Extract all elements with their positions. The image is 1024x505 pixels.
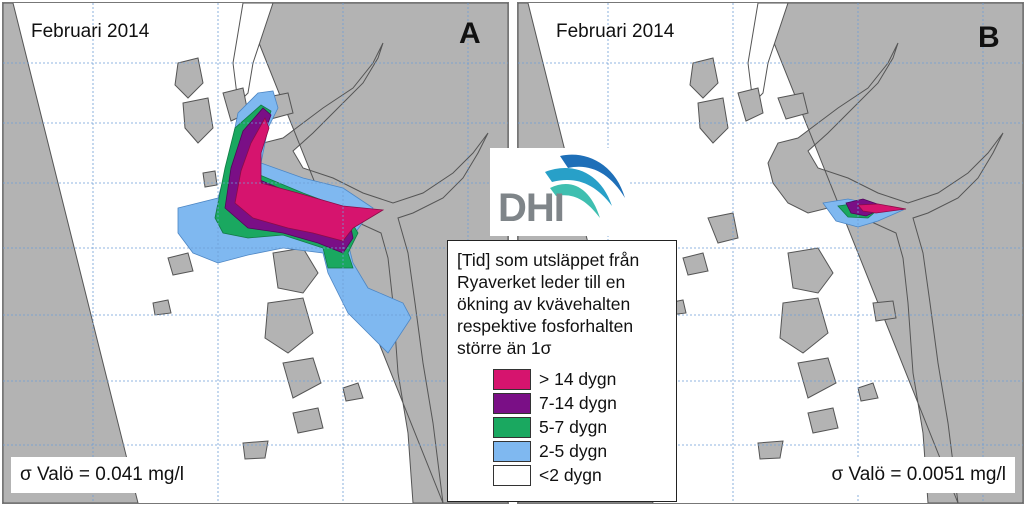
legend-item (493, 439, 667, 463)
legend-label: > 14 dygn (539, 369, 617, 389)
panel-a-sigma: σ Valö = 0.041 mg/l (11, 457, 193, 493)
legend-swatch (493, 417, 531, 438)
legend-title-line: större än 1σ (457, 338, 552, 358)
legend (447, 240, 677, 502)
dhi-logo (490, 148, 630, 236)
legend-title-line: respektive fosforhalten (457, 316, 634, 336)
map-a-svg (3, 3, 508, 503)
legend-title (457, 249, 667, 359)
legend-item (493, 367, 667, 391)
dhi-logo-text: DHI (498, 186, 564, 230)
land-west (3, 3, 138, 503)
legend-label: 7-14 dygn (539, 393, 617, 413)
legend-title-line: Ryaverket leder till en (457, 272, 626, 292)
legend-swatch (493, 465, 531, 486)
legend-title-line: ökning av kvävehalten (457, 294, 631, 314)
panel-a-date: Februari 2014 (31, 21, 150, 42)
map-panel-a (2, 2, 509, 504)
legend-item (493, 391, 667, 415)
legend-label: 5-7 dygn (539, 417, 608, 437)
panel-a-letter: A (459, 17, 481, 50)
panel-b-letter: B (978, 21, 1000, 54)
legend-swatch (493, 393, 531, 414)
legend-item (493, 415, 667, 439)
legend-item (493, 463, 667, 487)
legend-title-line: [Tid] som utsläppet från (457, 250, 640, 270)
legend-label: 2-5 dygn (539, 441, 608, 461)
panel-b-date: Februari 2014 (556, 21, 675, 42)
panel-b-sigma: σ Valö = 0.0051 mg/l (822, 457, 1015, 493)
legend-swatch (493, 369, 531, 390)
legend-swatch (493, 441, 531, 462)
legend-label: <2 dygn (539, 465, 602, 485)
